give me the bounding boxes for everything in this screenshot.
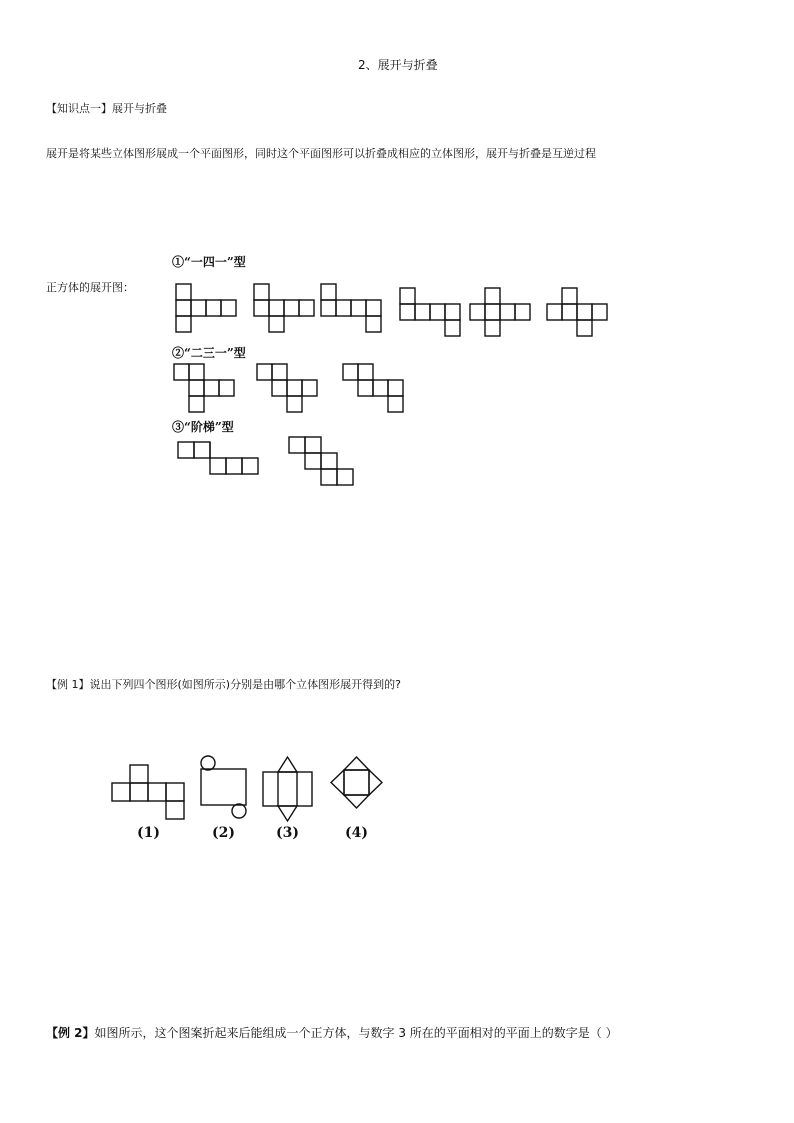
example1-text: 【例 1】说出下列四个图形(如图所示)分别是由哪个立体图形展开得到的? [46,678,401,691]
example1-caption-1: (1) [137,825,160,841]
type-2-label: ②“二三一”型 [172,346,246,360]
knowledge-heading: 【知识点一】展开与折叠 [46,102,167,115]
definition-text: 展开是将某些立体图形展成一个平面图形，同时这个平面图形可以折叠成相应的立体图形，展开与折叠是互逆过程 [46,147,596,160]
net-141-f [547,288,607,336]
example1-figure-1 [112,765,184,819]
page-title: 2、展开与折叠 [358,58,438,72]
example2 [46,1026,618,1040]
cube-nets-label: 正方体的展开图： [46,281,134,294]
net-141-d [400,288,460,336]
example1-caption-3: (3) [276,825,299,841]
example1-figure-2 [201,756,246,818]
example1-figure-4 [331,757,382,808]
net-231-a [174,364,234,412]
type-1-label: ①“一四一”型 [172,255,246,269]
type-3-label: ③“阶梯”型 [172,420,234,434]
example1-caption-4: (4) [345,825,368,841]
net-141-a [176,284,236,332]
net-stair-b [289,437,353,485]
example1-caption-2: (2) [212,825,235,841]
net-141-c [321,284,381,332]
net-141-b [254,284,314,332]
example2-text: 如图所示，这个图案折起来后能组成一个正方体，与数字 3 所在的平面相对的平面上的数字是（ ） [94,1026,618,1040]
net-231-b [257,364,317,412]
example1-figure-3 [263,757,312,821]
net-stair-a [178,442,258,474]
net-231-c [343,364,403,412]
example2-prefix: 【例 2】 [46,1026,95,1040]
net-141-e [470,288,530,336]
